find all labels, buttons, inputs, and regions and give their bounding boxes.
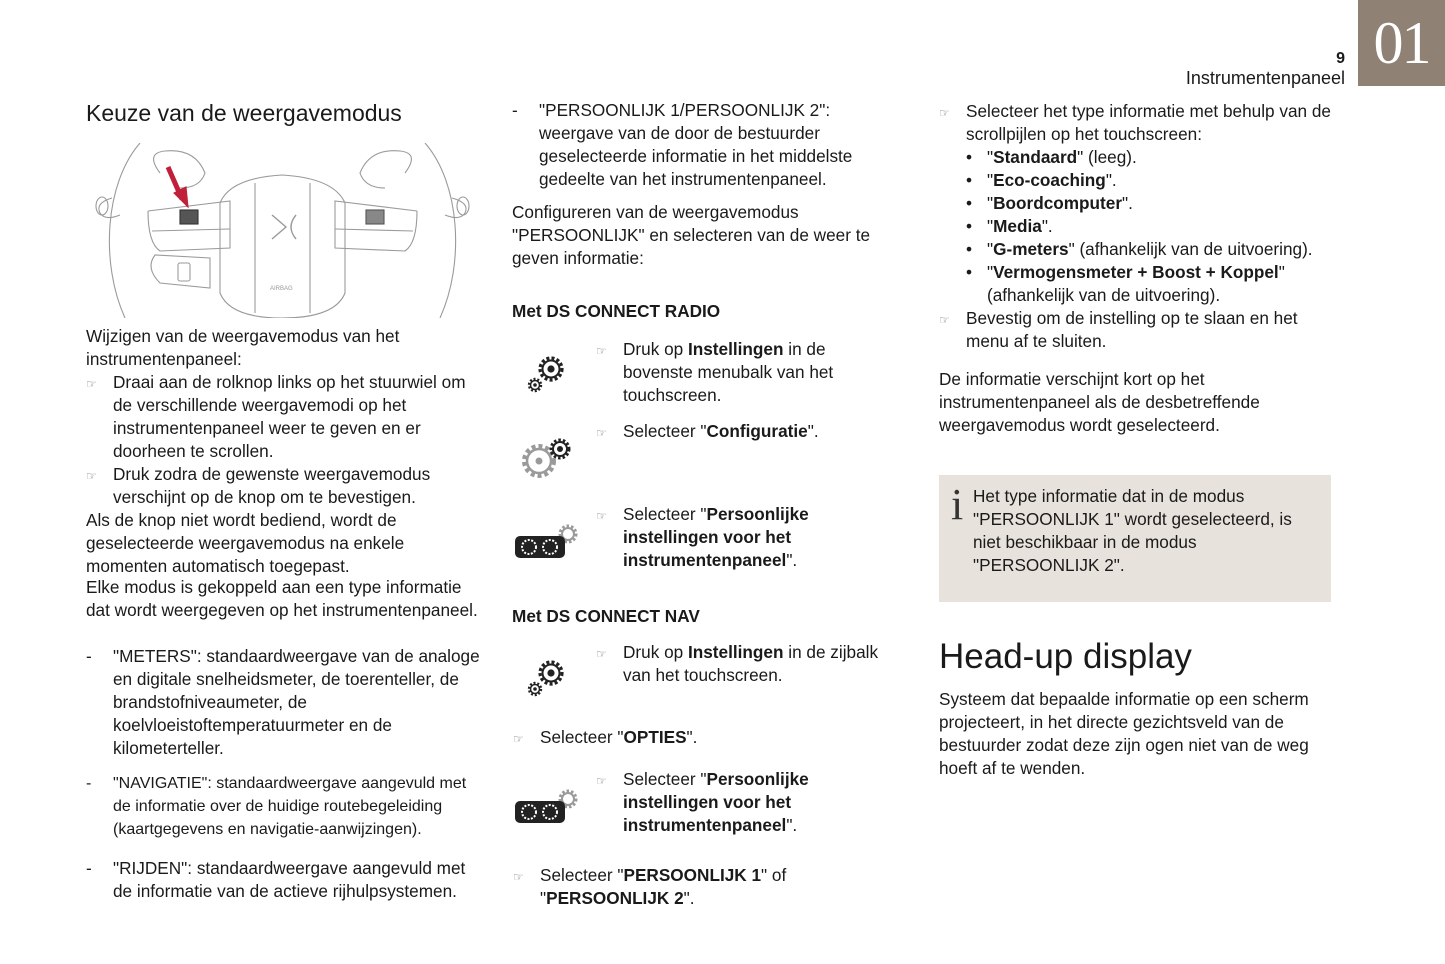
option-item: • "Vermogensmeter + Boost + Koppel" (afhankelijk van de uitvoering). [966, 262, 1285, 305]
info-type-steps [939, 100, 1339, 353]
personal-1-label: PERSOONLIJK 1 [623, 865, 762, 885]
step-item [86, 371, 486, 463]
radio-heading: Met DS CONNECT RADIO [512, 301, 721, 321]
mode-item [86, 857, 486, 903]
option-name: Eco-coaching [993, 170, 1106, 190]
options-label: OPTIES [623, 727, 687, 747]
paragraph: Elke modus is gekoppeld aan een type informatie dat wordt weergegeven op het instrumentenpaneel. [86, 577, 478, 620]
option-name: Vermogensmeter + Boost + Koppel [993, 262, 1279, 282]
settings-label: Instellingen [687, 339, 784, 359]
hud-title: Head-up display [939, 637, 1192, 676]
info-text: Het type informatie dat in de modus "PERSOONLIJK 1" wordt geselecteerd, is niet beschikbaar in de modus "PERSOONLIJK 2". [973, 486, 1292, 575]
pointing-hand-icon: ☞ [86, 469, 97, 483]
bullet-marker: • [966, 147, 973, 167]
step-list [86, 371, 486, 509]
bullet-marker: • [966, 193, 973, 213]
chapter-tab: 01 [1358, 0, 1445, 86]
bullet-marker: • [966, 262, 973, 282]
step-text: Druk zodra de gewenste weergavemodus verschijnt op de knop om te bevestigen. [113, 464, 431, 507]
mode-description: : standaardweergave aangevuld met de informatie van de actieve rijhulpsystemen. [113, 858, 466, 901]
mode-name: "METERS" [113, 646, 197, 666]
option-item: • "G-meters" (afhankelijk van de uitvoering). [966, 239, 1313, 259]
svg-text:AIRBAG: AIRBAG [270, 286, 293, 292]
pointing-hand-icon: ☞ [939, 313, 950, 327]
nav-step-2: ☞ Selecteer "OPTIES". [513, 726, 893, 751]
pointing-hand-icon: ☞ [596, 509, 607, 523]
step-text: Selecteer het type informatie met behulp van de scrollpijlen op het touchscreen: [966, 101, 1331, 144]
mode-name: "RIJDEN" [113, 858, 188, 878]
dash-marker: - [86, 858, 92, 878]
bullet-marker: • [966, 239, 973, 259]
personal-2-label: PERSOONLIJK 2 [546, 888, 684, 908]
pointing-hand-icon: ☞ [596, 647, 607, 661]
mode-description: : weergave van de door de bestuurder geselecteerde informatie in het middelste gedeelte van het instrumentenpaneel. [539, 100, 853, 189]
nav-step-3: ☞ Selecteer "Persoonlijke instellingen voor het instrumentenpaneel". [596, 769, 809, 835]
nav-step-4: ☞ Selecteer "PERSOONLIJK 1" of "PERSOONLIJK 2". [513, 865, 787, 908]
mode-item [86, 772, 486, 841]
pointing-hand-icon: ☞ [513, 732, 524, 746]
bullet-marker: • [966, 170, 973, 190]
option-name: Standaard [993, 147, 1078, 167]
mode-description: : standaardweergave aangevuld met de informatie over de huidige routebegeleiding (kaartgegevens en navigatie-aanwijzingen). [113, 775, 467, 838]
section-name: Instrumentenpaneel [1185, 68, 1345, 88]
paragraph: De informatie verschijnt kort op het instrumentenpaneel als de desbetreffende weergavemodus wordt geselecteerd. [939, 369, 1260, 435]
pointing-hand-icon: ☞ [596, 344, 607, 358]
option-name: G-meters [993, 239, 1069, 259]
step-item [939, 307, 1339, 353]
config-intro: Configureren van de weergavemodus "PERSOONLIJK" en selecteren van de weer te geven informatie: [512, 202, 871, 268]
configuration-gears-icon [520, 436, 574, 485]
mode-item [512, 99, 902, 191]
step-text: Bevestig om de instelling op te slaan en het menu af te sluiten. [966, 308, 1298, 351]
hud-description: Systeem dat bepaalde informatie op een scherm projecteert, in het directe gezichtsveld van de bestuurder zodat deze zijn ogen niet van de weg hoeft af te wenden. [939, 689, 1309, 778]
radio-step-1: ☞ Druk op Instellingen in de bovenste menubalk van het touchscreen. [596, 339, 834, 405]
step-item [86, 463, 486, 509]
mode-name: "PERSOONLIJK 1/PERSOONLIJK 2" [539, 100, 826, 120]
dash-marker: - [512, 100, 518, 120]
nav-step-1: ☞ Druk op Instellingen in de zijbalk van het touchscreen. [596, 642, 879, 685]
settings-gears-icon [526, 656, 568, 705]
option-item: • "Boordcomputer". [966, 193, 1133, 213]
personal-settings-label: Persoonlijke instellingen voor het instrumentenpaneel [623, 769, 809, 835]
pointing-hand-icon: ☞ [596, 426, 607, 440]
dash-marker: - [86, 646, 92, 666]
settings-gears-icon [526, 352, 568, 401]
paragraph: Als de knop niet wordt bediend, wordt de geselecteerde weergavemodus na enkele momenten automatisch toegepast. [86, 510, 405, 576]
radio-step-2: ☞ Selecteer "Configuratie". [596, 420, 886, 445]
configuration-label: Configuratie [706, 421, 808, 441]
option-name: Boordcomputer [993, 193, 1123, 213]
option-item: • "Standaard" (leeg). [966, 147, 1137, 167]
settings-label: Instellingen [687, 642, 784, 662]
mode-description: : standaardweergave van de analoge en digitale snelheidsmeter, de toerenteller, de brandstofniveaumeter, de koelvloeistoftemperatuurmeter en de kilometerteller. [113, 646, 480, 758]
instrument-cluster-settings-icon [514, 522, 580, 565]
radio-step-3: ☞ Selecteer "Persoonlijke instellingen voor het instrumentenpaneel". [596, 504, 809, 570]
mode-item [86, 645, 486, 760]
personal-settings-label: Persoonlijke instellingen voor het instrumentenpaneel [623, 504, 809, 570]
option-name: Media [993, 216, 1042, 236]
pointing-hand-icon: ☞ [86, 377, 97, 391]
dash-marker: - [86, 775, 92, 792]
pointing-hand-icon: ☞ [596, 774, 607, 788]
instrument-cluster-settings-icon [514, 787, 580, 830]
mode-name: "NAVIGATIE" [113, 775, 208, 792]
page-number: 9 [1336, 50, 1345, 67]
intro-text: Wijzigen van de weergavemodus van het instrumentenpaneel: [86, 326, 400, 369]
pointing-hand-icon: ☞ [939, 106, 950, 120]
nav-heading: Met DS CONNECT NAV [512, 606, 700, 626]
steering-wheel-figure [90, 143, 475, 318]
pointing-hand-icon: ☞ [513, 870, 524, 884]
info-icon: i [951, 480, 964, 529]
option-item: • "Eco-coaching". [966, 170, 1117, 190]
option-item: • "Media". [966, 216, 1053, 236]
info-box [939, 475, 1331, 602]
section-title: Keuze van de weergavemodus [86, 100, 402, 126]
step-text: Draai aan de rolknop links op het stuurwiel om de verschillende weergavemodi op het instrumentenpaneel weer te geven en er doorheen te scrollen. [113, 372, 466, 461]
bullet-marker: • [966, 216, 973, 236]
